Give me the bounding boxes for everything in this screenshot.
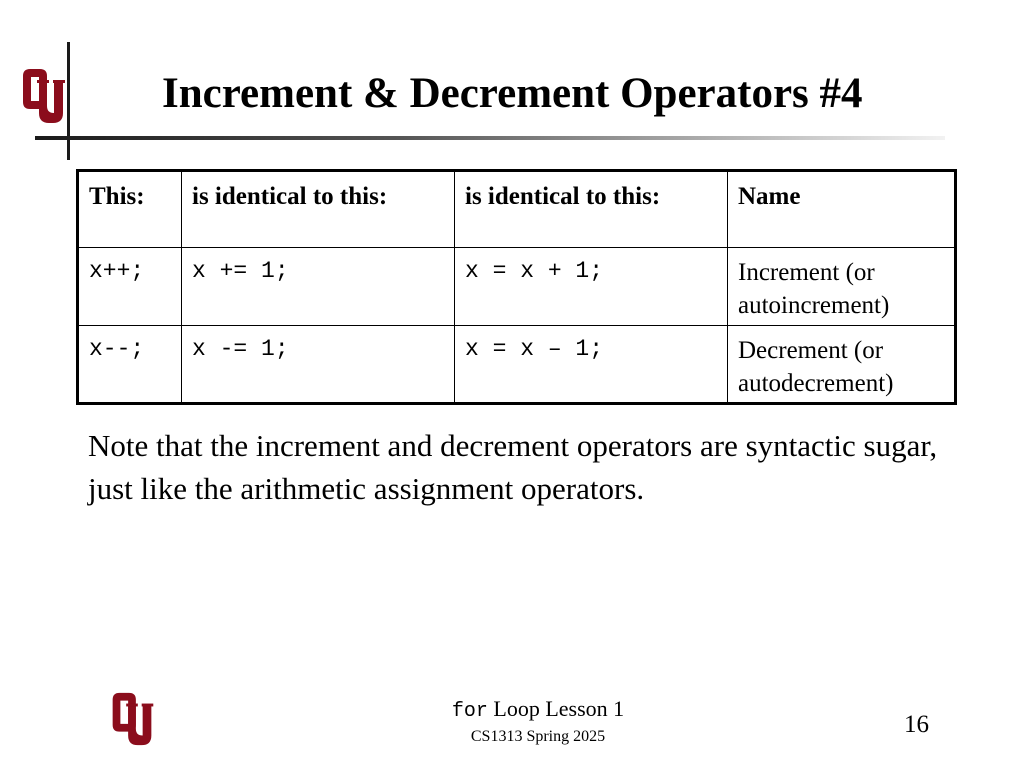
table-header-row — [78, 171, 956, 248]
cell-name: Increment (or autoincrement) — [728, 248, 956, 326]
cell-name: Decrement (or autodecrement) — [728, 326, 956, 404]
operators-table — [76, 169, 957, 405]
page-number: 16 — [904, 711, 929, 738]
cell-compound: x -= 1; — [182, 326, 455, 404]
slide-title: Increment & Decrement Operators #4 — [162, 70, 863, 117]
cell-this: x++; — [78, 248, 182, 326]
table-row — [78, 326, 956, 404]
table-row — [78, 248, 956, 326]
footer-code-word: for — [451, 700, 488, 723]
note-text: Note that the increment and decrement operators are syntactic sugar, just like the arithmetic assignment operators. — [88, 428, 938, 506]
ou-logo-icon — [20, 66, 66, 128]
footer-lesson: Loop Lesson 1 — [493, 696, 625, 721]
header-horizontal-rule — [35, 136, 945, 140]
cell-expanded: x = x – 1; — [455, 326, 728, 404]
cell-compound: x += 1; — [182, 248, 455, 326]
footer-lesson-title — [395, 696, 681, 724]
cell-this: x--; — [78, 326, 182, 404]
cell-expanded: x = x + 1; — [455, 248, 728, 326]
header-this: This: — [78, 171, 182, 248]
footer — [395, 696, 681, 746]
footer-course: CS1313 Spring 2025 — [470, 728, 606, 745]
header-identical-1: is identical to this: — [182, 171, 455, 248]
ou-logo-icon — [109, 690, 155, 750]
header-name: Name — [728, 171, 956, 248]
header-identical-2: is identical to this: — [455, 171, 728, 248]
header-vertical-rule — [67, 42, 70, 160]
